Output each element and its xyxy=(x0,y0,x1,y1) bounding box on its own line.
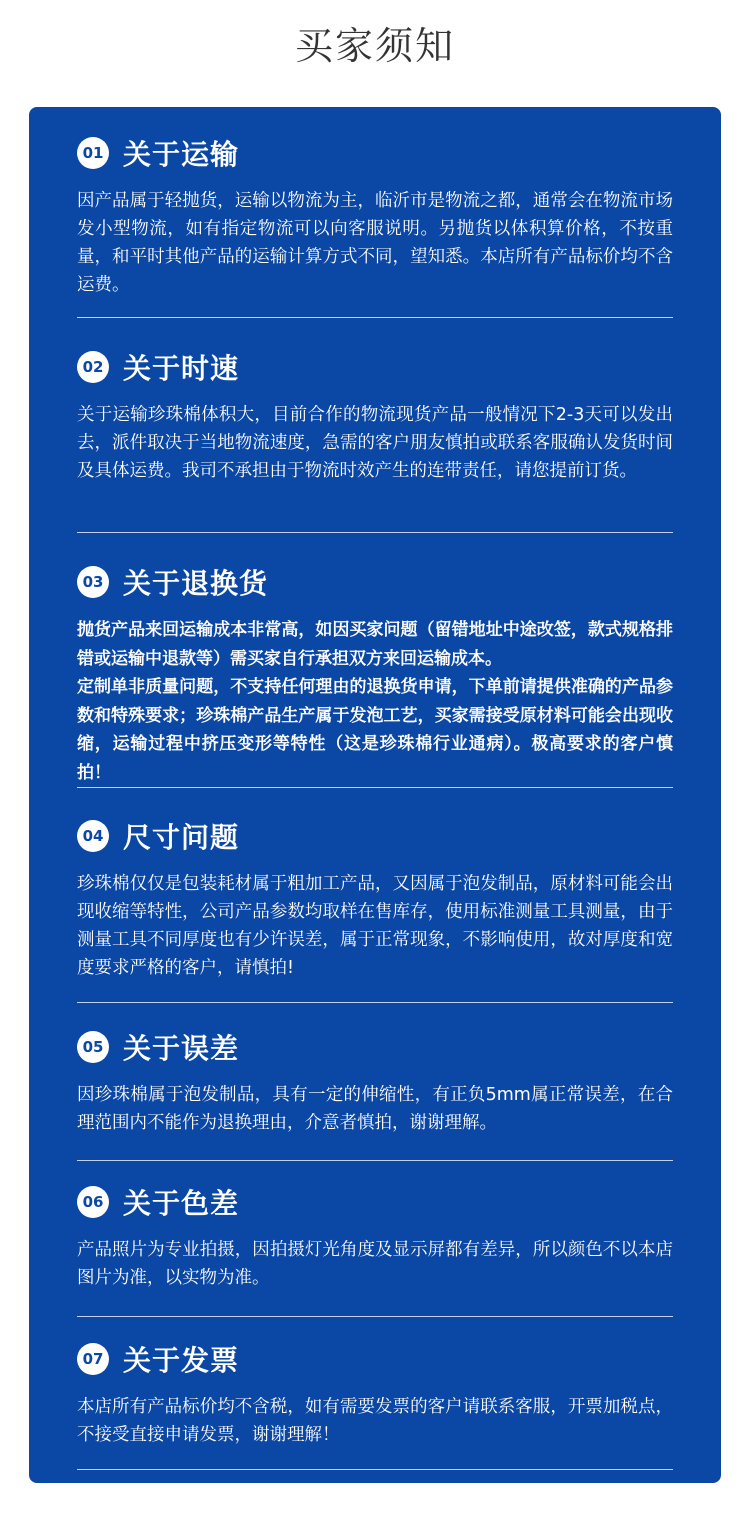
section-body: 因珍珠棉属于泡发制品，具有一定的伸缩性，有正负5mm属正常误差，在合理范围内不能作为退换理由，介意者慎拍，谢谢理解。 xyxy=(77,1085,673,1133)
section-number-badge: 05 xyxy=(77,1031,109,1063)
section-returns xyxy=(77,562,673,787)
section-header xyxy=(77,816,673,856)
section-divider xyxy=(77,317,673,318)
section-title: 关于退换货 xyxy=(123,567,269,600)
section-body: 本店所有产品标价均不含税，如有需要发票的客户请联系客服，开票加税点，不接受直接申请发票，谢谢理解！ xyxy=(77,1397,673,1445)
section-divider xyxy=(77,532,673,533)
section-number-badge: 06 xyxy=(77,1186,109,1218)
section-title: 尺寸问题 xyxy=(123,821,240,854)
section-title: 关于误差 xyxy=(123,1032,240,1065)
section-size xyxy=(77,816,673,982)
section-body: 定制单非质量问题，不支持任何理由的退换货申请，下单前请提供准确的产品参数和特殊要求；珍珠棉产品生产属于发泡工艺，买家需接受原材料可能会出现收缩，运输过程中挤压变形等特性（这是珍珠棉行业通病）。极高要求的客户慎拍！ xyxy=(77,677,673,783)
section-number-badge: 01 xyxy=(77,137,109,169)
section-header xyxy=(77,1027,673,1067)
section-title: 关于运输 xyxy=(123,138,240,171)
section-body: 珍珠棉仅仅是包装耗材属于粗加工产品，又因属于泡发制品，原材料可能会出现收缩等特性，公司产品参数均取样在售库存，使用标准测量工具测量，由于测量工具不同厚度也有少许误差，属于正常现象，不影响使用，故对厚度和宽度要求严格的客户，请慎拍! xyxy=(77,874,673,978)
section-body: 关于运输珍珠棉体积大，目前合作的物流现货产品一般情况下2-3天可以发出去，派件取决于当地物流速度，急需的客户朋友慎拍或联系客服确认发货时间及具体运费。我司不承担由于物流时效产生的连带责任，请您提前订货。 xyxy=(77,405,673,481)
section-header xyxy=(77,1182,673,1222)
section-divider xyxy=(77,787,673,788)
section-title: 关于色差 xyxy=(123,1187,240,1220)
section-divider xyxy=(77,1316,673,1317)
section-number-badge: 03 xyxy=(77,566,109,598)
section-divider xyxy=(77,1160,673,1161)
section-number-badge: 02 xyxy=(77,351,109,383)
section-divider xyxy=(77,1002,673,1003)
section-body: 产品照片为专业拍摄，因拍摄灯光角度及显示屏都有差异，所以颜色不以本店图片为准，以实物为准。 xyxy=(77,1240,673,1288)
section-color xyxy=(77,1182,673,1292)
page-title: 买家须知 xyxy=(294,24,455,68)
section-header xyxy=(77,133,673,173)
section-body: 因产品属于轻抛货，运输以物流为主，临沂市是物流之都，通常会在物流市场发小型物流，如有指定物流可以向客服说明。另抛货以体积算价格，不按重量，和平时其他产品的运输计算方式不同，望知悉。本店所有产品标价均不含运费。 xyxy=(77,191,673,295)
section-number-badge: 07 xyxy=(77,1343,109,1375)
section-body: 抛货产品来回运输成本非常高，如因买家问题（留错地址中途改签，款式规格排错或运输中退款等）需买家自行承担双方来回运输成本。 xyxy=(77,620,673,669)
section-header xyxy=(77,1339,673,1379)
section-title: 关于时速 xyxy=(123,352,240,385)
section-header xyxy=(77,347,673,387)
section-delivery-time xyxy=(77,347,673,485)
section-header xyxy=(77,562,673,602)
section-number-badge: 04 xyxy=(77,820,109,852)
section-tolerance xyxy=(77,1027,673,1137)
notice-panel xyxy=(29,107,721,1483)
section-invoice xyxy=(77,1339,673,1449)
section-divider xyxy=(77,1469,673,1470)
section-shipping xyxy=(77,133,673,299)
section-title: 关于发票 xyxy=(123,1344,240,1377)
